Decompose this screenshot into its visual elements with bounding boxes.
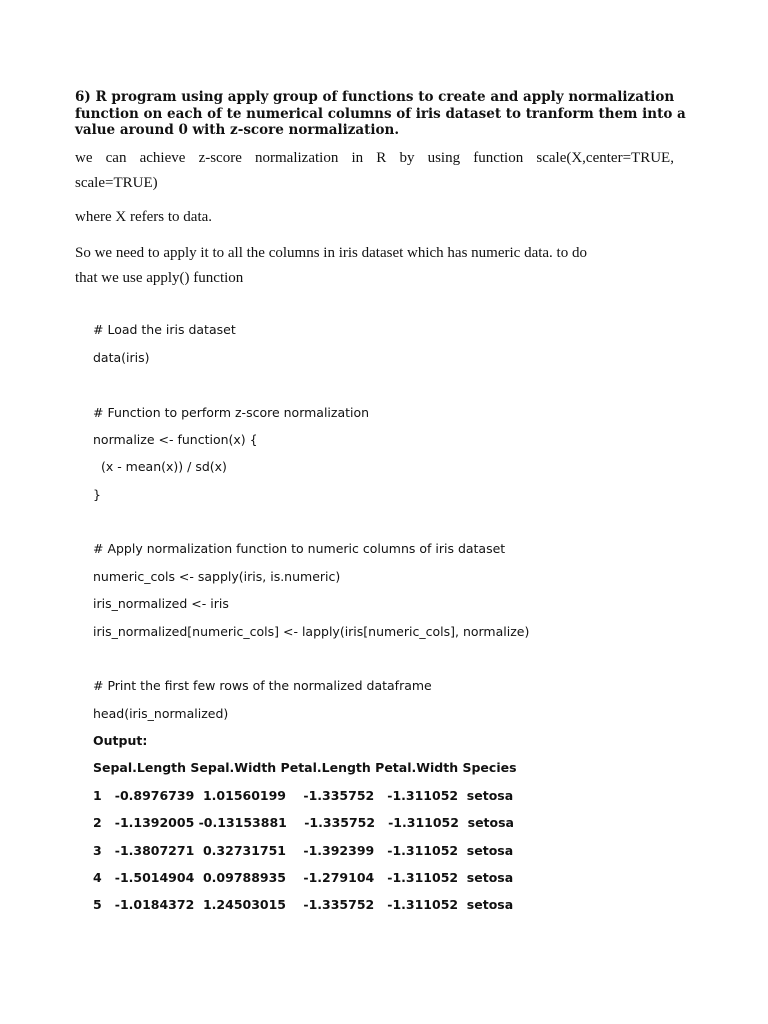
- intro-line-2: scale=TRUE): [75, 175, 158, 191]
- output-row-5: 5 -1.0184372 1.24503015 -1.335752 -1.311052 setosa: [93, 897, 514, 912]
- output-row-4: 4 -1.5014904 0.09788935 -1.279104 -1.311052 setosa: [93, 870, 514, 885]
- apply-paragraph: [75, 241, 587, 291]
- intro-paragraph: [75, 146, 674, 196]
- code-iris-normalized: iris_normalized <- iris: [93, 596, 229, 611]
- code-normalize-end: }: [93, 487, 101, 502]
- code-numeric-cols: numeric_cols <- sapply(iris, is.numeric): [93, 569, 341, 584]
- heading-line-3: value around 0 with z-score normalization.: [75, 122, 400, 138]
- heading-line-2: function on each of te numerical columns of iris dataset to tranform them into a: [75, 105, 686, 122]
- code-comment-print: # Print the first few rows of the normalized dataframe: [93, 678, 432, 693]
- intro-word: using: [427, 150, 461, 166]
- intro-word: achieve: [139, 150, 186, 166]
- intro-word: by: [399, 150, 415, 166]
- code-head: head(iris_normalized): [93, 706, 229, 721]
- code-comment-apply: # Apply normalization function to numeric columns of iris dataset: [93, 541, 506, 556]
- output-row-1: 1 -0.8976739 1.01560199 -1.335752 -1.311052 setosa: [93, 788, 514, 803]
- intro-word: we: [75, 150, 93, 166]
- intro-word: function: [473, 150, 524, 166]
- apply-line-1: So we need to apply it to all the columns in iris dataset which has numeric data. to do: [75, 245, 587, 261]
- output-row-2: 2 -1.1392005 -0.13153881 -1.335752 -1.311052 setosa: [93, 815, 514, 830]
- output-label: Output:: [93, 733, 148, 748]
- apply-line-2: that we use apply() function: [75, 270, 244, 286]
- code-lapply: iris_normalized[numeric_cols] <- lapply(iris[numeric_cols], normalize): [93, 624, 530, 639]
- code-data-iris: data(iris): [93, 350, 150, 365]
- code-normalize-def: normalize <- function(x) {: [93, 432, 258, 447]
- heading-line-1: 6) R program using apply group of functions to create and apply normalization: [75, 89, 675, 105]
- code-normalize-body: (x - mean(x)) / sd(x): [93, 459, 227, 474]
- intro-word: can: [105, 150, 127, 166]
- intro-justified-line: [75, 146, 674, 171]
- output-row-3: 3 -1.3807271 0.32731751 -1.392399 -1.311052 setosa: [93, 843, 514, 858]
- intro-word: in: [351, 150, 364, 166]
- output-header: Sepal.Length Sepal.Width Petal.Length Petal.Width Species: [93, 760, 517, 775]
- intro-word: normalization: [255, 150, 339, 166]
- where-paragraph: where X refers to data.: [75, 209, 213, 225]
- intro-word: R: [376, 150, 387, 166]
- question-heading: [75, 89, 686, 139]
- intro-word: z-score: [198, 150, 242, 166]
- intro-word: scale(X,center=TRUE,: [536, 150, 674, 166]
- code-comment-load: # Load the iris dataset: [93, 322, 236, 337]
- code-comment-function: # Function to perform z-score normalization: [93, 405, 370, 420]
